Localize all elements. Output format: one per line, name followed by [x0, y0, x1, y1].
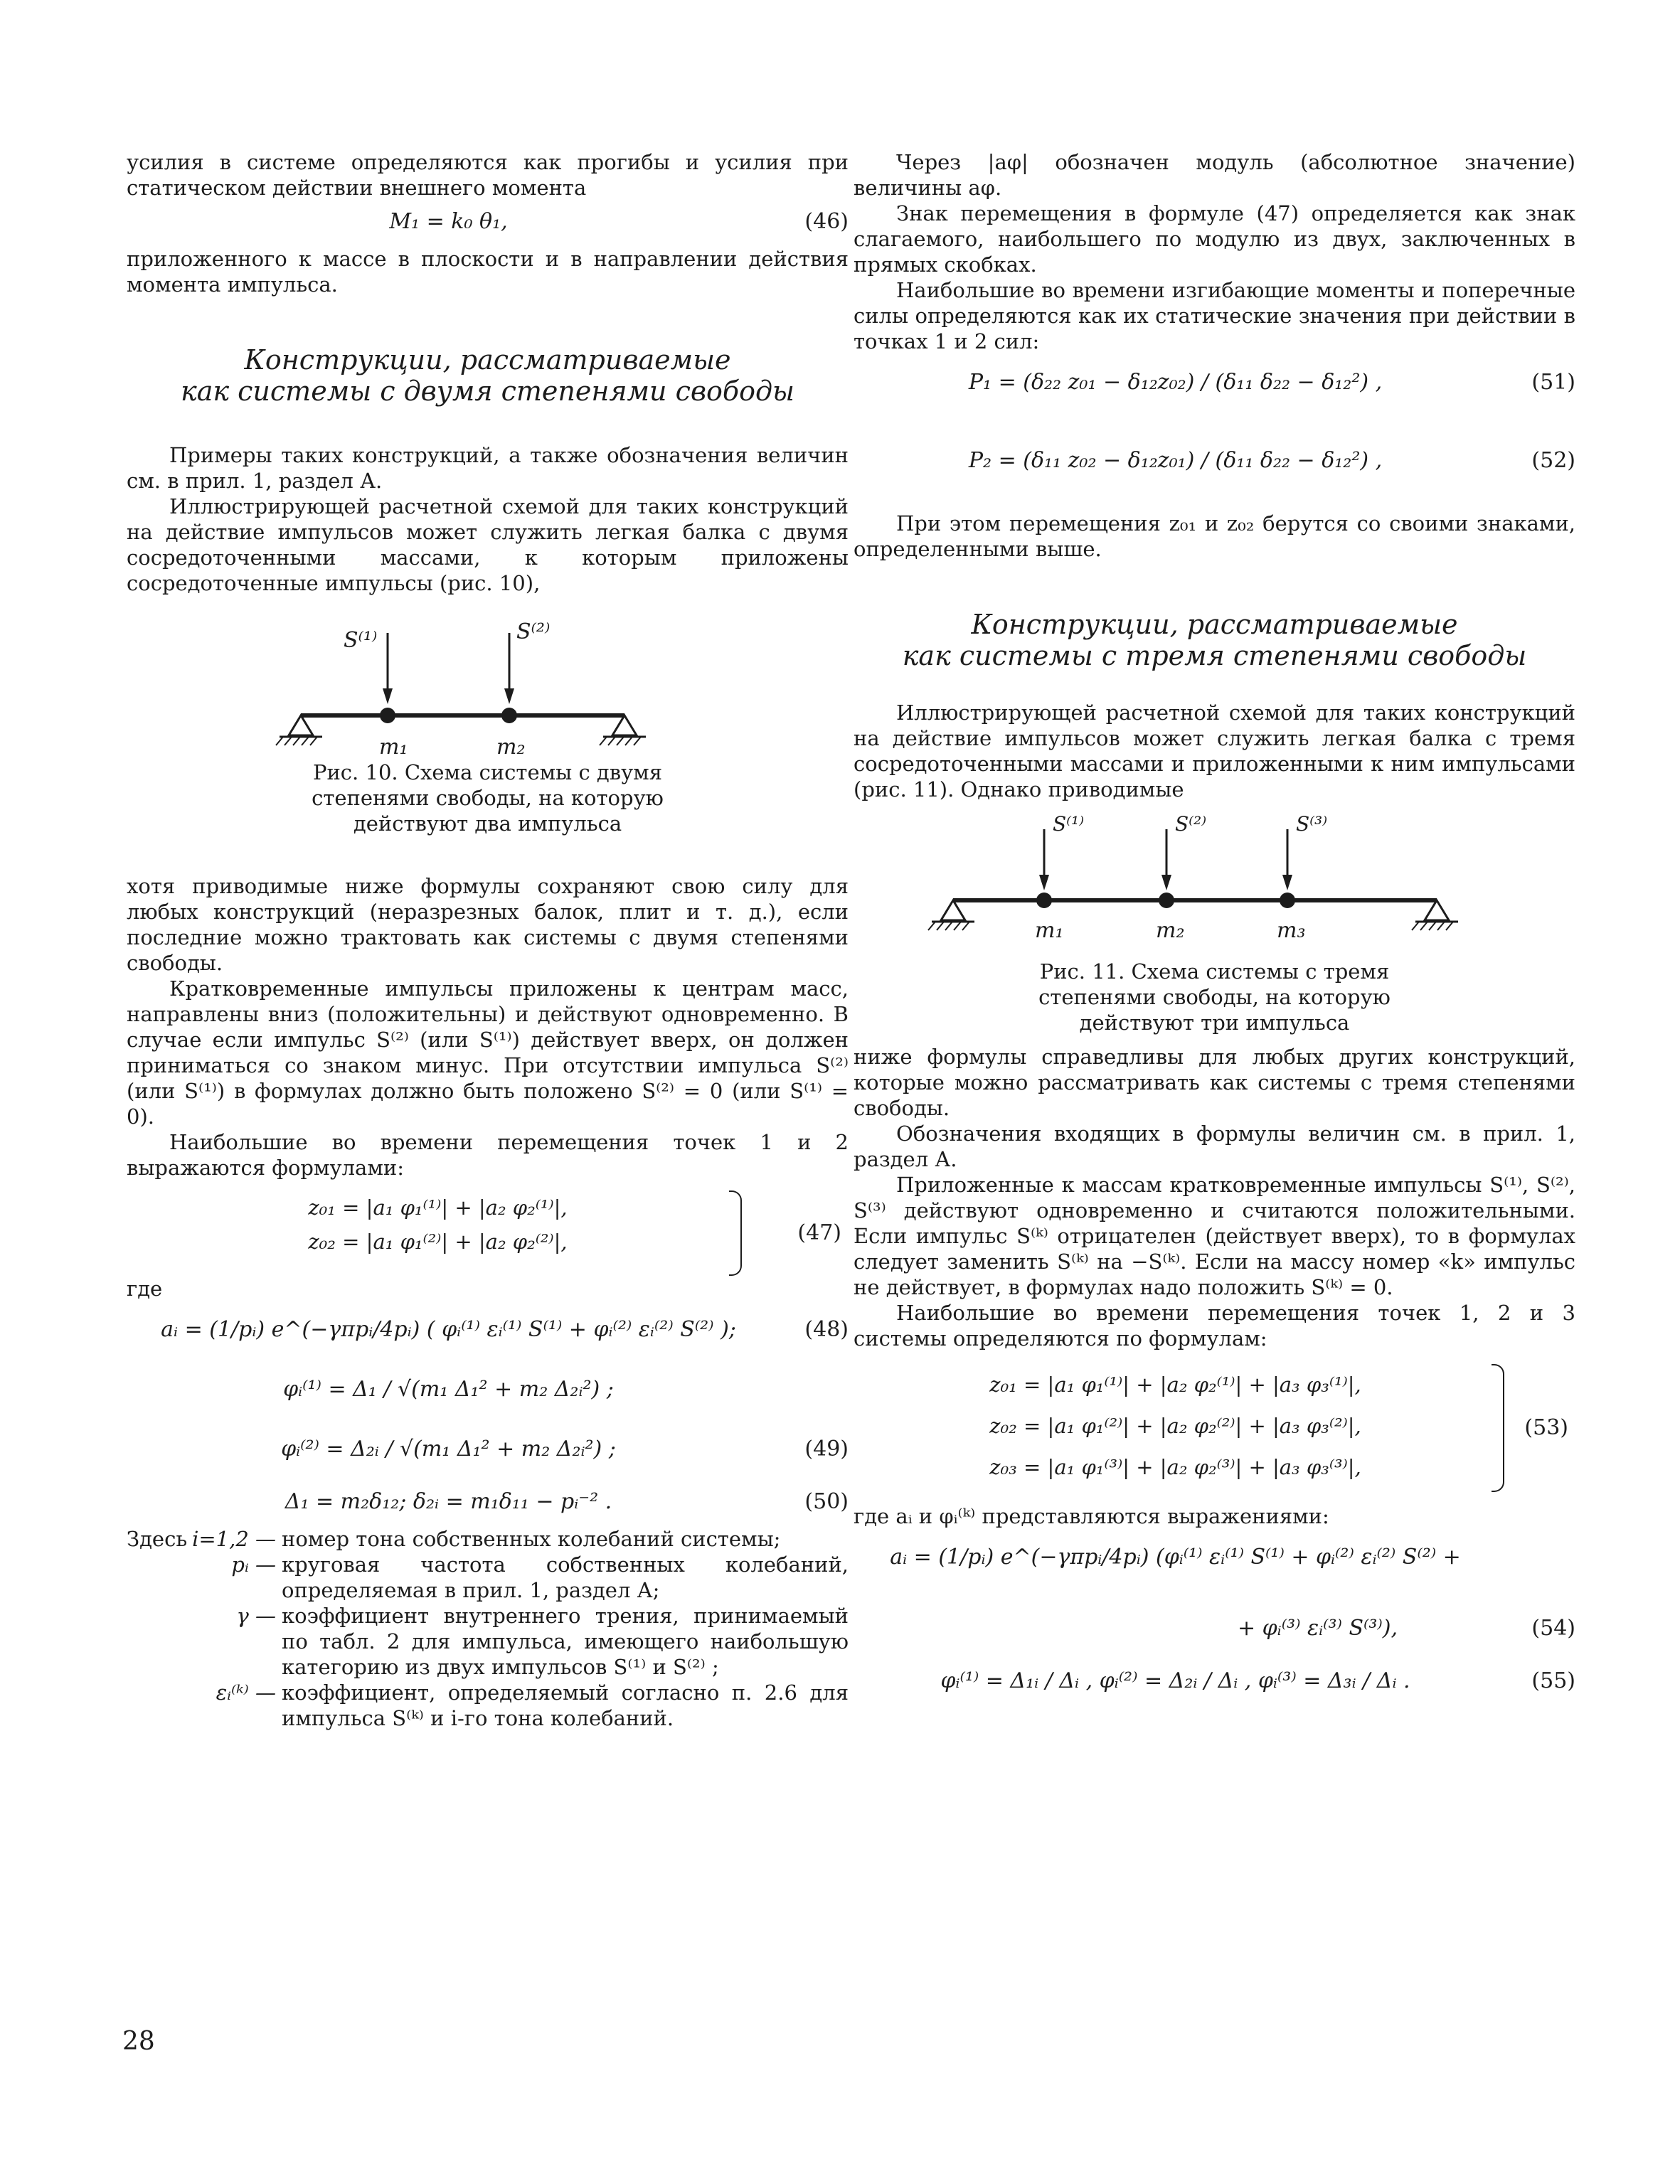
paragraph: хотя приводимые ниже формулы сохраняют свою силу для любых конструкций (неразрезных балок, плит и т. д.), если последние можно трактовать как системы с двумя степенями свободы. — [127, 874, 849, 975]
section-title: как системы с тремя степенями свободы — [902, 640, 1527, 671]
formula-line: z₀₃ = |a₁ φ₁⁽³⁾| + |a₂ φ₂⁽³⁾| + |a₃ φ₃⁽³⁾|, — [989, 1455, 1361, 1479]
paragraph: где — [127, 1277, 163, 1301]
definition-lead — [127, 1552, 184, 1603]
definition-symbol: pᵢ — — [231, 1552, 276, 1577]
paragraph: Наибольшие во времени изгибающие моменты и поперечные силы определяются как их статические значения при действии в точках 1 и 2 сил: — [854, 278, 1575, 353]
paragraph: Примеры таких конструкций, а также обозначения величин см. в прил. 1, раздел А. — [127, 443, 849, 493]
paragraph: Через |aφ| обозначен модуль (абсолютное значение) величины aφ. — [854, 150, 1575, 200]
formula-49b — [127, 1421, 849, 1481]
paragraph: ниже формулы справедливы для любых других конструкций, которые можно рассматривать как системы с тремя степенями свободы. — [854, 1045, 1575, 1120]
formula-46 — [127, 201, 849, 246]
paragraph: Знак перемещения в формуле (47) определяется как знак слагаемого, наибольшего по модулю из двух, заключенных в прямых скобках. — [854, 201, 1575, 277]
paragraph: Обозначения входящих в формулы величин см. в прил. 1, раздел А. — [854, 1122, 1575, 1171]
formula-number: (52) — [1531, 448, 1575, 473]
formula-expression: P₂ = (δ₁₁ z₀₂ − δ₁₂z₀₁) / (δ₁₁ δ₂₂ − δ₁₂²) , — [968, 448, 1383, 473]
paragraph: приложенного к массе в плоскости и в направлении действия момента импульса. — [127, 247, 849, 297]
formula-49a — [127, 1361, 849, 1421]
definition-row — [127, 1552, 849, 1603]
definition-text: круговая частота собственных колебаний, определяемая в прил. 1, раздел А; — [282, 1552, 849, 1602]
mass-label: m₃ — [1277, 918, 1306, 943]
mass-label: m₁ — [379, 735, 408, 760]
definition-symbol: γ — — [236, 1604, 276, 1628]
definition-lead: Здесь — [127, 1527, 188, 1551]
figure-caption: Рис. 10. Схема системы с двумя степенями свободы, на которую действуют два импульса — [312, 760, 664, 836]
impulse-label: S⁽¹⁾ — [344, 628, 378, 653]
definition-text: номер тона собственных колебаний системы; — [282, 1527, 781, 1551]
definition-row — [127, 1603, 849, 1680]
impulse-label: S⁽¹⁾ — [1053, 812, 1085, 836]
mass-label: m₂ — [496, 735, 526, 760]
formula-number: (50) — [804, 1489, 849, 1514]
definition-text: коэффициент, определяемый согласно п. 2.6 для импульса S⁽ᵏ⁾ и i-го тона колебаний. — [282, 1680, 849, 1730]
paragraph: Приложенные к массам кратковременные импульсы S⁽¹⁾, S⁽²⁾, S⁽³⁾ действуют одновременно и считаются положительными. Если импульс S⁽ᵏ⁾ отрицателен (действует вверх), то в формулах следует заменить S⁽ᵏ⁾ на −S⁽ᵏ⁾. Если на массу номер «k» импульс не действует, в формулах надо положить S⁽ᵏ⁾ = 0. — [854, 1173, 1575, 1299]
impulse-label: S⁽²⁾ — [516, 619, 551, 644]
definition-row — [127, 1526, 849, 1552]
definition-symbol: εᵢ⁽ᵏ⁾ — — [216, 1680, 276, 1705]
formula-55 — [854, 1653, 1575, 1712]
definition-symbol: i=1,2 — — [192, 1527, 276, 1551]
formula-53 — [854, 1364, 1575, 1492]
brace — [1492, 1364, 1504, 1492]
beam-diagram-three-masses — [854, 802, 1575, 959]
paragraph: Кратковременные импульсы приложены к центрам масс, направлены вниз (положительны) и действуют одновременно. В случае если импульс S⁽²⁾ (или S⁽¹⁾) действует вверх, он должен приниматься со знаком минус. При отсутствии импульса S⁽²⁾ (или S⁽¹⁾) в формулах должно быть положено S⁽²⁾ = 0 (или S⁽¹⁾ = 0). — [127, 976, 849, 1129]
formula-number: (53) — [1524, 1415, 1568, 1440]
mass-label: m₂ — [1156, 918, 1185, 943]
section-title: как системы с двумя степенями свободы — [181, 375, 794, 407]
definition-row — [127, 1680, 849, 1731]
formula-expression: M₁ = k₀ θ₁, — [389, 209, 508, 234]
formula-expression: aᵢ = (1/pᵢ) e^(−γπpᵢ/4pᵢ) (φᵢ⁽¹⁾ εᵢ⁽¹⁾ S⁽¹⁾ + φᵢ⁽²⁾ εᵢ⁽²⁾ S⁽²⁾ + — [890, 1545, 1461, 1570]
paragraph: При этом перемещения z₀₁ и z₀₂ берутся со своими знаками, определенными выше. — [854, 511, 1575, 561]
definition-text: коэффициент внутреннего трения, принимаемый по табл. 2 для импульса, имеющего наибольшую категорию из двух импульсов S⁽¹⁾ и S⁽²⁾ ; — [282, 1604, 849, 1679]
impulse-label: S⁽²⁾ — [1175, 812, 1207, 836]
formula-52 — [854, 432, 1575, 511]
paragraph: усилия в системе определяются как прогибы и усилия при статическом действии внешнего момента — [127, 150, 849, 200]
figure-10 — [127, 596, 849, 873]
formula-48 — [127, 1301, 849, 1361]
formula-54a — [854, 1529, 1575, 1607]
formula-line: z₀₂ = |a₁ φ₁⁽²⁾| + |a₂ φ₂⁽²⁾| + |a₃ φ₃⁽²⁾|, — [989, 1414, 1361, 1438]
definitions-list — [127, 1526, 849, 1731]
paragraph: Иллюстрирующей расчетной схемой для таких конструкций на действие импульсов может служить легкая балка с двумя сосредоточенными массами, к которым приложены сосредоточенные импульсы (рис. 10), — [127, 494, 849, 595]
paragraph: Наибольшие во времени перемещения точек 1 и 2 выражаются формулами: — [127, 1130, 849, 1180]
mass-label: m₁ — [1035, 918, 1064, 943]
formula-line: z₀₁ = |a₁ φ₁⁽¹⁾| + |a₂ φ₂⁽¹⁾| + |a₃ φ₃⁽¹⁾|, — [989, 1373, 1361, 1397]
section-title: Конструкции, рассматриваемые — [971, 609, 1458, 640]
formula-number: (55) — [1531, 1668, 1575, 1693]
beam-diagram-two-masses — [127, 596, 849, 760]
formula-expression: + φᵢ⁽³⁾ εᵢ⁽³⁾ S⁽³⁾), — [1238, 1616, 1398, 1641]
formula-expression: Δ₁ = m₂δ₁₂; δ₂ᵢ = m₁δ₁₁ − pᵢ⁻² . — [285, 1489, 612, 1514]
page-number: 28 — [122, 2027, 155, 2056]
formula-expression: φᵢ⁽¹⁾ = Δ₁ / √(m₁ Δ₁² + m₂ Δ₂ᵢ²) ; — [283, 1377, 614, 1402]
formula-number: (49) — [804, 1437, 849, 1461]
formula-expression: φᵢ⁽¹⁾ = Δ₁ᵢ / Δᵢ , φᵢ⁽²⁾ = Δ₂ᵢ / Δᵢ , φᵢ⁽³⁾ = Δ₃ᵢ / Δᵢ . — [940, 1668, 1410, 1693]
formula-number: (54) — [1531, 1616, 1575, 1641]
formula-number: (48) — [804, 1317, 849, 1342]
formula-expression: P₁ = (δ₂₂ z₀₁ − δ₁₂z₀₂) / (δ₁₁ δ₂₂ − δ₁₂²) , — [968, 370, 1383, 395]
formula-50 — [127, 1481, 849, 1526]
formula-line: z₀₂ = |a₁ φ₁⁽²⁾| + |a₂ φ₂⁽²⁾|, — [308, 1230, 568, 1254]
formula-47 — [127, 1190, 849, 1276]
definition-lead — [127, 1680, 184, 1731]
formula-number: (51) — [1531, 370, 1575, 395]
brace — [729, 1190, 742, 1276]
formula-line: z₀₁ = |a₁ φ₁⁽¹⁾| + |a₂ φ₂⁽¹⁾|, — [308, 1195, 568, 1220]
formula-number: (47) — [797, 1220, 841, 1245]
paragraph: где aᵢ и φᵢ⁽ᵏ⁾ представляются выражениями: — [854, 1504, 1329, 1528]
paragraph: Наибольшие во времени перемещения точек 1, 2 и 3 системы определяются по формулам: — [854, 1301, 1575, 1351]
impulse-label: S⁽³⁾ — [1296, 812, 1328, 836]
figure-caption: Рис. 11. Схема системы с тремя степенями свободы, на которую действуют три импульса — [1038, 959, 1391, 1035]
definition-lead — [127, 1603, 184, 1680]
section-title: Конструкции, рассматриваемые — [244, 344, 731, 375]
left-column — [127, 149, 849, 1731]
formula-expression: φᵢ⁽²⁾ = Δ₂ᵢ / √(m₁ Δ₁² + m₂ Δ₂ᵢ²) ; — [281, 1437, 616, 1461]
formula-expression: aᵢ = (1/pᵢ) e^(−γπpᵢ/4pᵢ) ( φᵢ⁽¹⁾ εᵢ⁽¹⁾ S⁽¹⁾ + φᵢ⁽²⁾ εᵢ⁽²⁾ S⁽²⁾ ); — [161, 1317, 736, 1342]
formula-51 — [854, 354, 1575, 432]
paragraph: Иллюстрирующей расчетной схемой для таких конструкций на действие импульсов может служить легкая балка с тремя сосредоточенными массами и приложенными к ним импульсами (рис. 11). Однако приводимые — [854, 701, 1575, 801]
formula-54b — [854, 1607, 1575, 1653]
right-column — [854, 149, 1575, 1712]
figure-11 — [854, 802, 1575, 1044]
formula-number: (46) — [804, 209, 849, 234]
